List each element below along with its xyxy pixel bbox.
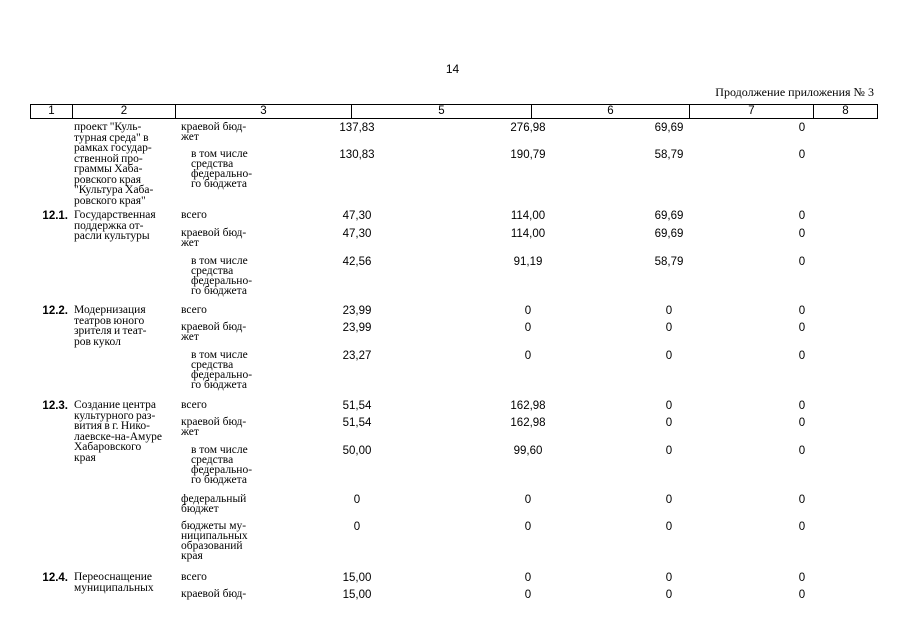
column-header-8: 8	[814, 105, 878, 119]
value-col-6: 114,00	[510, 228, 546, 240]
funding-source: в том числе средства федерально- го бюджета	[191, 148, 253, 190]
column-header-row	[31, 105, 878, 119]
value-col-8: 0	[798, 400, 806, 412]
value-col-8: 0	[798, 417, 806, 429]
funding-source: всего	[181, 304, 207, 316]
value-col-7: 0	[665, 400, 673, 412]
value-col-8: 0	[798, 210, 806, 222]
value-col-7: 58,79	[654, 256, 684, 268]
value-col-8: 0	[798, 589, 806, 601]
funding-source: в том числе средства федерально- го бюджета	[191, 444, 253, 486]
section-number: 12.1.	[42, 210, 68, 222]
funding-source: краевой бюд- жет	[181, 416, 247, 438]
value-col-8: 0	[798, 445, 806, 457]
section-number	[30, 122, 72, 123]
table-row	[177, 322, 877, 350]
value-col-6: 0	[524, 494, 532, 506]
value-col-8: 0	[798, 322, 806, 334]
value-col-8: 0	[798, 305, 806, 317]
value-col-8: 0	[798, 228, 806, 240]
funding-source: бюджеты му- ниципальных образований края	[181, 520, 248, 562]
value-col-6: 0	[524, 521, 532, 533]
value-col-6: 0	[524, 350, 532, 362]
value-col-6: 0	[524, 322, 532, 334]
table-row	[177, 122, 877, 149]
value-col-5: 23,27	[342, 350, 372, 362]
value-col-5: 42,56	[342, 256, 372, 268]
value-col-8: 0	[798, 572, 806, 584]
funding-source: федеральный бюджет	[181, 493, 247, 515]
funding-rows	[177, 400, 877, 572]
funding-source: краевой бюд- жет	[181, 321, 247, 343]
value-col-7: 0	[665, 350, 673, 362]
table-row	[177, 350, 877, 400]
table-row	[177, 210, 877, 228]
value-col-5: 15,00	[342, 589, 372, 601]
funding-source: в том числе средства федерально- го бюджета	[191, 255, 253, 297]
value-col-8: 0	[798, 122, 806, 134]
funding-source: краевой бюд- жет	[181, 122, 247, 143]
value-col-6: 99,60	[513, 445, 543, 457]
value-col-7: 0	[665, 521, 673, 533]
column-header-3: 3	[176, 105, 352, 119]
funding-rows	[177, 122, 877, 210]
section-name: проект "Куль- турная среда" в рамках государ- ственной про- граммы Хаба- ровского края "Культура Хаба- ровского края"	[74, 122, 154, 207]
value-col-5: 50,00	[342, 445, 372, 457]
value-col-6: 276,98	[510, 122, 546, 134]
value-col-5: 47,30	[342, 210, 372, 222]
section-name: Модернизация театров юного зрителя и теат- ров кукол	[74, 304, 147, 348]
budget-section	[30, 400, 877, 572]
funding-source: всего	[181, 571, 207, 583]
value-col-8: 0	[798, 256, 806, 268]
funding-source: всего	[181, 399, 207, 411]
value-col-6: 0	[524, 589, 532, 601]
budget-section	[30, 572, 877, 609]
table-row	[177, 256, 877, 305]
value-col-6: 0	[524, 572, 532, 584]
value-col-8: 0	[798, 149, 806, 161]
value-col-5: 23,99	[342, 322, 372, 334]
table-row	[177, 228, 877, 256]
value-col-7: 69,69	[654, 122, 684, 134]
funding-source: в том числе средства федерально- го бюджета	[191, 349, 253, 391]
value-col-8: 0	[798, 521, 806, 533]
value-col-6: 162,98	[510, 417, 546, 429]
funding-source: краевой бюд- жет	[181, 227, 247, 249]
value-col-5: 137,83	[339, 122, 375, 134]
column-header-6: 6	[532, 105, 690, 119]
section-number: 12.4.	[42, 572, 68, 584]
value-col-7: 0	[665, 572, 673, 584]
table-row	[177, 572, 877, 589]
budget-section	[30, 210, 877, 305]
value-col-8: 0	[798, 494, 806, 506]
appendix-continuation-note: Продолжение приложения № 3	[715, 85, 874, 99]
value-col-5: 47,30	[342, 228, 372, 240]
section-number: 12.2.	[42, 305, 68, 317]
section-name: Создание центра культурного раз- вития в г. Нико- лаевске-на-Амуре Хабаровского края	[74, 399, 162, 464]
table-row	[177, 305, 877, 322]
value-col-6: 0	[524, 305, 532, 317]
value-col-8: 0	[798, 350, 806, 362]
table-row	[177, 149, 877, 210]
budget-section	[30, 305, 877, 400]
section-name: Государственная поддержка от- расли культуры	[74, 209, 156, 242]
value-col-5: 0	[353, 521, 361, 533]
value-col-7: 58,79	[654, 149, 684, 161]
value-col-5: 0	[353, 494, 361, 506]
value-col-7: 0	[665, 494, 673, 506]
funding-source: краевой бюд-	[181, 588, 247, 600]
value-col-5: 51,54	[342, 417, 372, 429]
page-number: 14	[445, 62, 460, 76]
value-col-6: 162,98	[510, 400, 546, 412]
value-col-6: 114,00	[510, 210, 546, 222]
value-col-5: 15,00	[342, 572, 372, 584]
funding-rows	[177, 572, 877, 609]
value-col-7: 0	[665, 589, 673, 601]
value-col-7: 0	[665, 417, 673, 429]
column-header-7: 7	[690, 105, 814, 119]
section-number: 12.3.	[42, 400, 68, 412]
funding-rows	[177, 305, 877, 400]
value-col-5: 130,83	[339, 149, 375, 161]
column-header-1: 1	[31, 105, 73, 119]
table-row	[177, 589, 877, 609]
value-col-7: 69,69	[654, 210, 684, 222]
column-header-5: 5	[352, 105, 532, 119]
value-col-7: 0	[665, 445, 673, 457]
value-col-6: 190,79	[510, 149, 546, 161]
column-header-table	[30, 104, 878, 119]
section-name: Переоснащение муниципальных	[74, 571, 154, 594]
table-row	[177, 400, 877, 417]
table-row	[177, 494, 877, 521]
budget-table-body	[30, 122, 877, 640]
column-header-2: 2	[73, 105, 176, 119]
table-row	[177, 445, 877, 494]
value-col-7: 0	[665, 305, 673, 317]
value-col-5: 51,54	[342, 400, 372, 412]
funding-rows	[177, 210, 877, 305]
table-row	[177, 521, 877, 572]
value-col-6: 91,19	[513, 256, 543, 268]
value-col-7: 69,69	[654, 228, 684, 240]
value-col-7: 0	[665, 322, 673, 334]
table-row	[177, 417, 877, 445]
value-col-5: 23,99	[342, 305, 372, 317]
funding-source: всего	[181, 209, 207, 221]
budget-section	[30, 122, 877, 210]
